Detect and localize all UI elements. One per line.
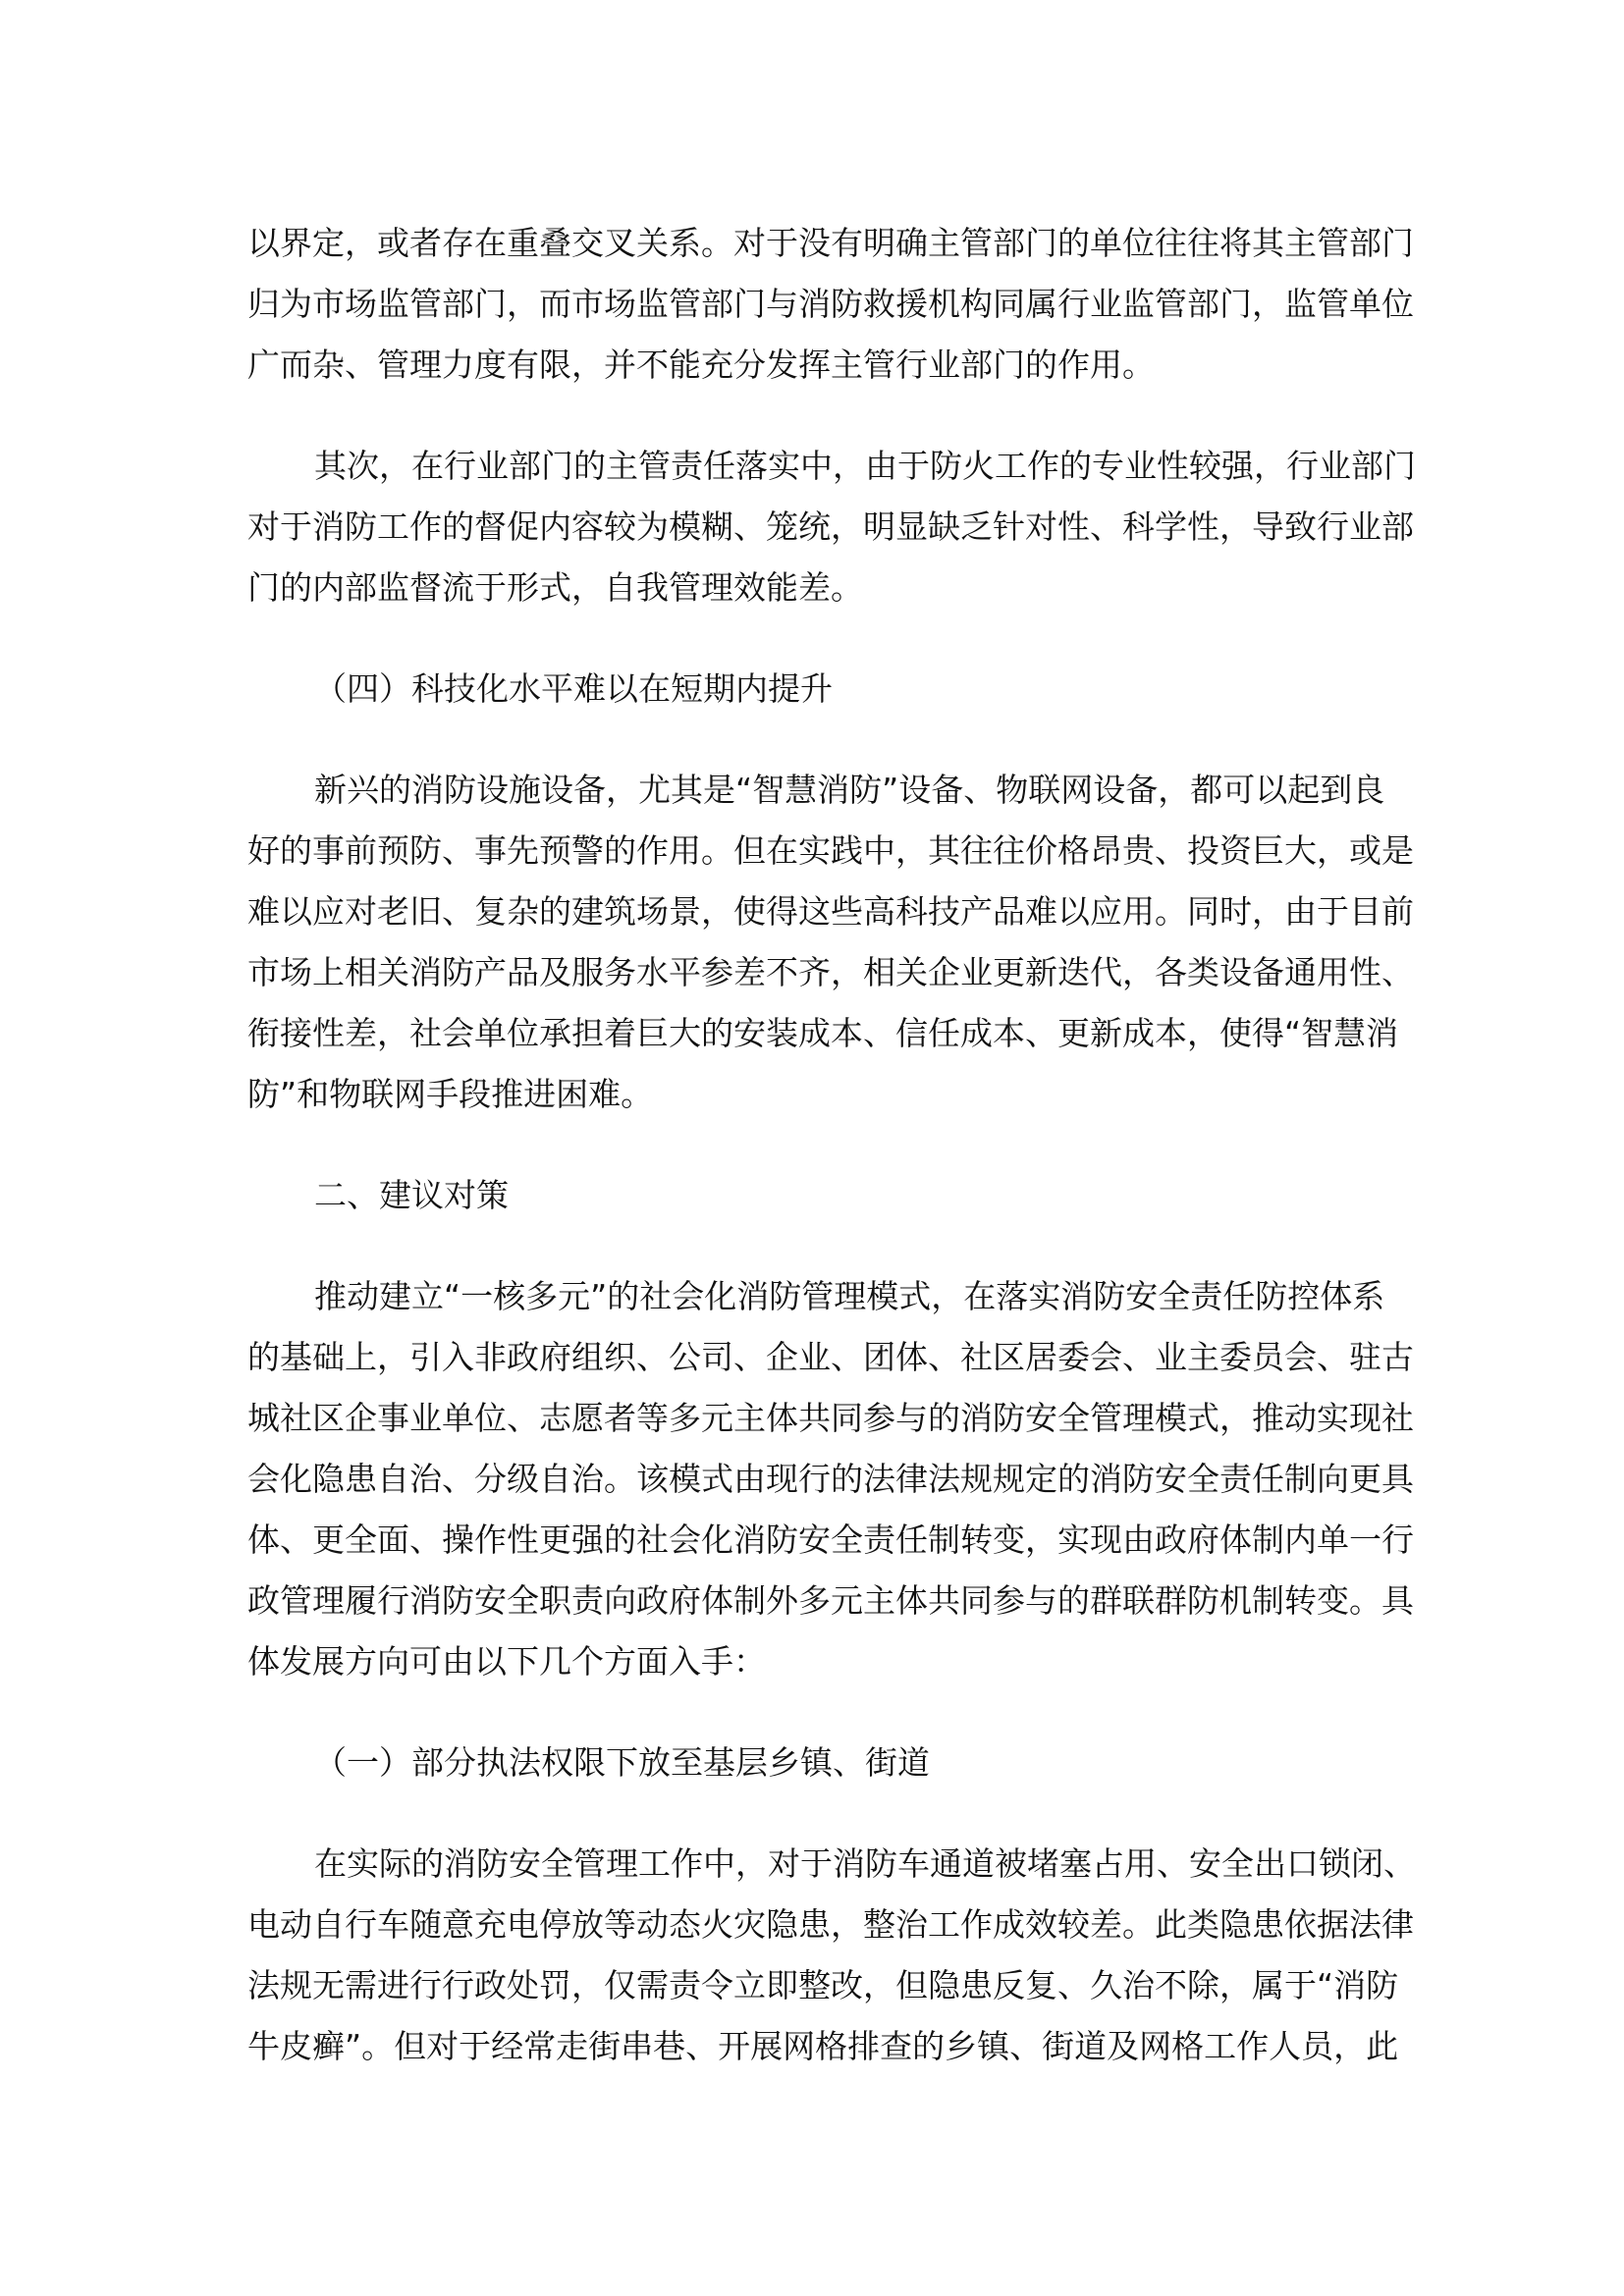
- text-line: 门的内部监督流于形式，自我管理效能差。: [247, 568, 863, 607]
- body-paragraph: [247, 1834, 1416, 2077]
- text-line: 对于消防工作的督促内容较为模糊、笼统，明显缺乏针对性、科学性，导致行业部: [247, 507, 1414, 546]
- text-line: 以界定，或者存在重叠交叉关系。对于没有明确主管部门的单位往往将其主管部门: [247, 224, 1414, 262]
- text-line: 归为市场监管部门，而市场监管部门与消防救援机构同属行业监管部门，监管单位: [247, 285, 1414, 323]
- section-heading: [247, 659, 1384, 720]
- section-heading: [247, 1165, 1384, 1226]
- text-line: 二、建议对策: [314, 1176, 509, 1214]
- text-line: 新兴的消防设施设备，尤其是“智慧消防”设备、物联网设备，都可以起到良: [314, 771, 1385, 809]
- text-line: （一）部分执法权限下放至基层乡镇、街道: [314, 1743, 930, 1782]
- text-line: 难以应对老旧、复杂的建筑场景，使得这些高科技产品难以应用。同时，由于目前: [247, 892, 1414, 931]
- document-page: [247, 213, 1416, 2117]
- body-paragraph: [247, 760, 1414, 1125]
- text-line: 体、更全面、操作性更强的社会化消防安全责任制转变，实现由政府体制内单一行: [247, 1521, 1414, 1559]
- section-heading: [247, 1733, 1384, 1793]
- text-line: 电动自行车随意充电停放等动态火灾隐患，整治工作成效较差。此类隐患依据法律: [247, 1905, 1414, 1944]
- text-line: 城社区企事业单位、志愿者等多元主体共同参与的消防安全管理模式，推动实现社: [247, 1399, 1414, 1437]
- text-line: 在实际的消防安全管理工作中，对于消防车通道被堵塞占用、安全出口锁闭、: [314, 1844, 1416, 1883]
- text-line: 衔接性差，社会单位承担着巨大的安装成本、信任成本、更新成本，使得“智慧消: [247, 1014, 1399, 1052]
- body-paragraph: [247, 1266, 1414, 1692]
- text-line: 牛皮癣”。但对于经常走街串巷、开展网格排查的乡镇、街道及网格工作人员，此: [247, 2027, 1399, 2065]
- text-line: 体发展方向可由以下几个方面入手：: [247, 1642, 766, 1681]
- text-line: 政管理履行消防安全职责向政府体制外多元主体共同参与的群联群防机制转变。具: [247, 1581, 1414, 1620]
- text-line: 防”和物联网手段推进困难。: [247, 1075, 654, 1113]
- text-line: 好的事前预防、事先预警的作用。但在实践中，其往往价格昂贵、投资巨大，或是: [247, 831, 1414, 870]
- text-line: 推动建立“一核多元”的社会化消防管理模式，在落实消防安全责任防控体系: [314, 1277, 1385, 1315]
- body-paragraph: [247, 436, 1416, 618]
- text-line: 法规无需进行行政处罚，仅需责令立即整改，但隐患反复、久治不除，属于“消防: [247, 1966, 1399, 2004]
- text-line: 其次，在行业部门的主管责任落实中，由于防火工作的专业性较强，行业部门: [314, 447, 1416, 485]
- body-paragraph: [247, 213, 1414, 396]
- text-line: 广而杂、管理力度有限，并不能充分发挥主管行业部门的作用。: [247, 346, 1155, 384]
- text-line: 市场上相关消防产品及服务水平参差不齐，相关企业更新迭代，各类设备通用性、: [247, 953, 1414, 991]
- text-line: （四）科技化水平难以在短期内提升: [314, 669, 833, 708]
- text-line: 会化隐患自治、分级自治。该模式由现行的法律法规规定的消防安全责任制向更具: [247, 1460, 1414, 1498]
- text-line: 的基础上，引入非政府组织、公司、企业、团体、社区居委会、业主委员会、驻古: [247, 1338, 1414, 1376]
